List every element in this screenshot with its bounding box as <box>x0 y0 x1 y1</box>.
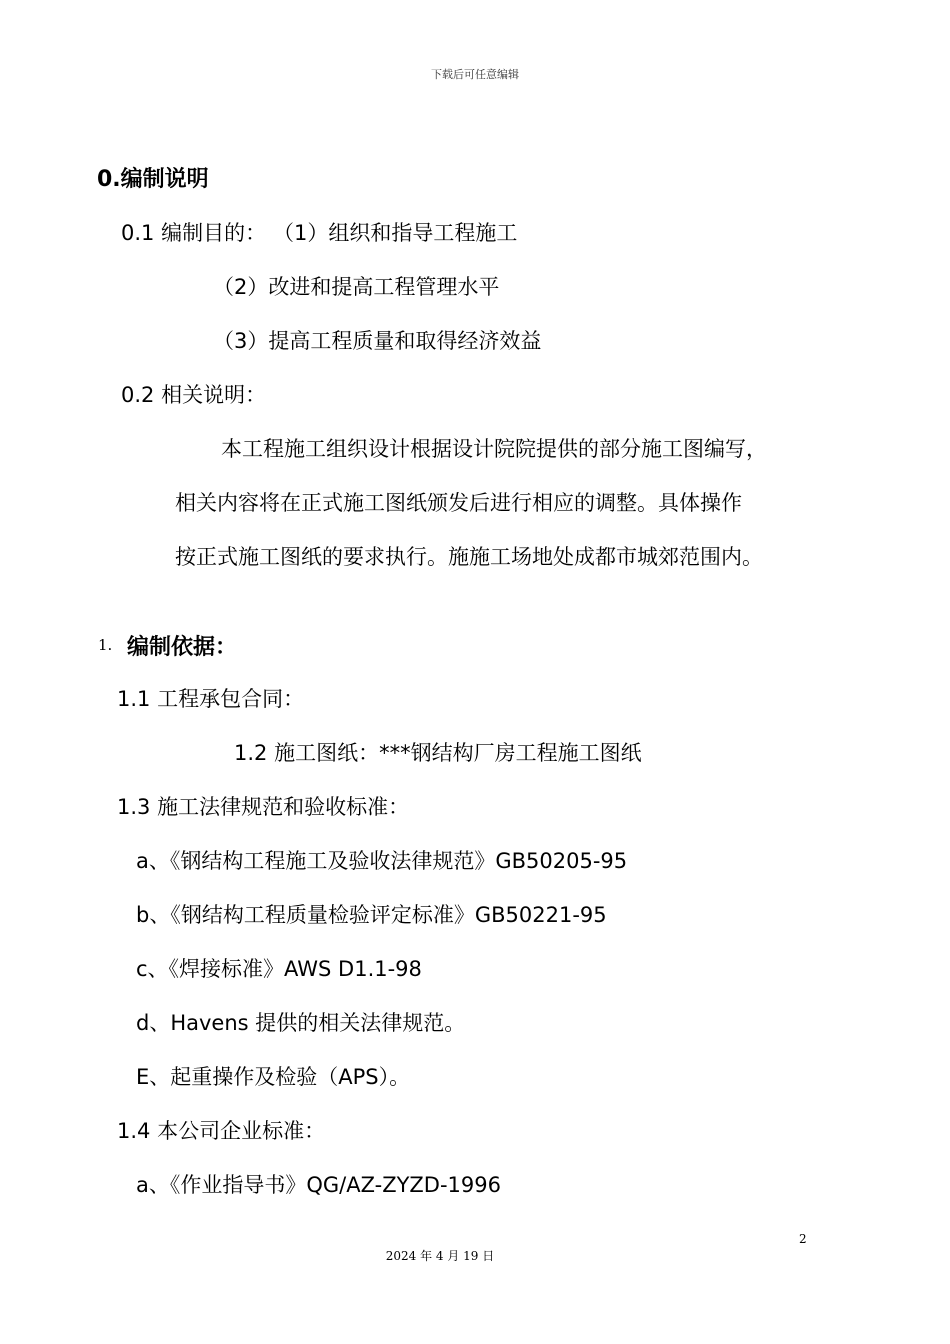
purpose-item-1: （1）组织和指导工程施工 <box>273 221 518 245</box>
basis-item: a、《作业指导书》QG/AZ-ZYZD-1996 <box>136 1173 501 1197</box>
basis-item: 1.4 本公司企业标准： <box>117 1119 326 1143</box>
basis-item: a、《钢结构工程施工及验收法律规范》GB50205-95 <box>136 849 628 873</box>
related-line-3: 按正式施工图纸的要求执行。施施工场地处成都市城郊范围内。 <box>175 545 763 569</box>
related-line-2: 相关内容将在正式施工图纸颁发后进行相应的调整。具体操作 <box>175 491 742 515</box>
purpose-item-2: （2）改进和提高工程管理水平 <box>213 275 500 299</box>
basis-item: d、Havens 提供的相关法律规范。 <box>136 1011 466 1035</box>
section-1-title: 编制依据： <box>127 635 238 660</box>
footer-date: 2024 年 4 月 19 日 <box>385 1249 495 1263</box>
purpose-label: 0.1 编制目的： <box>121 221 267 245</box>
basis-item: 1.2 施工图纸：***钢结构厂房工程施工图纸 <box>234 741 642 765</box>
purpose-item-3: （3）提高工程质量和取得经济效益 <box>213 329 542 353</box>
section-1-number: 1. <box>98 636 113 654</box>
section-0-title: 0.编制说明 <box>97 167 209 192</box>
related-label: 0.2 相关说明： <box>121 383 267 407</box>
basis-item: E、起重操作及检验（APS）。 <box>136 1065 411 1089</box>
basis-item: 1.1 工程承包合同： <box>117 687 305 711</box>
page-number: 2 <box>799 1232 807 1246</box>
basis-item: c、《焊接标准》AWS D1.1-98 <box>136 957 422 981</box>
basis-item: 1.3 施工法律规范和验收标准： <box>117 795 410 819</box>
page-header: 下载后可任意编辑 <box>431 68 519 81</box>
related-line-1: 本工程施工组织设计根据设计院院提供的部分施工图编写， <box>221 437 767 461</box>
basis-item: b、《钢结构工程质量检验评定标准》GB50221-95 <box>136 903 607 927</box>
